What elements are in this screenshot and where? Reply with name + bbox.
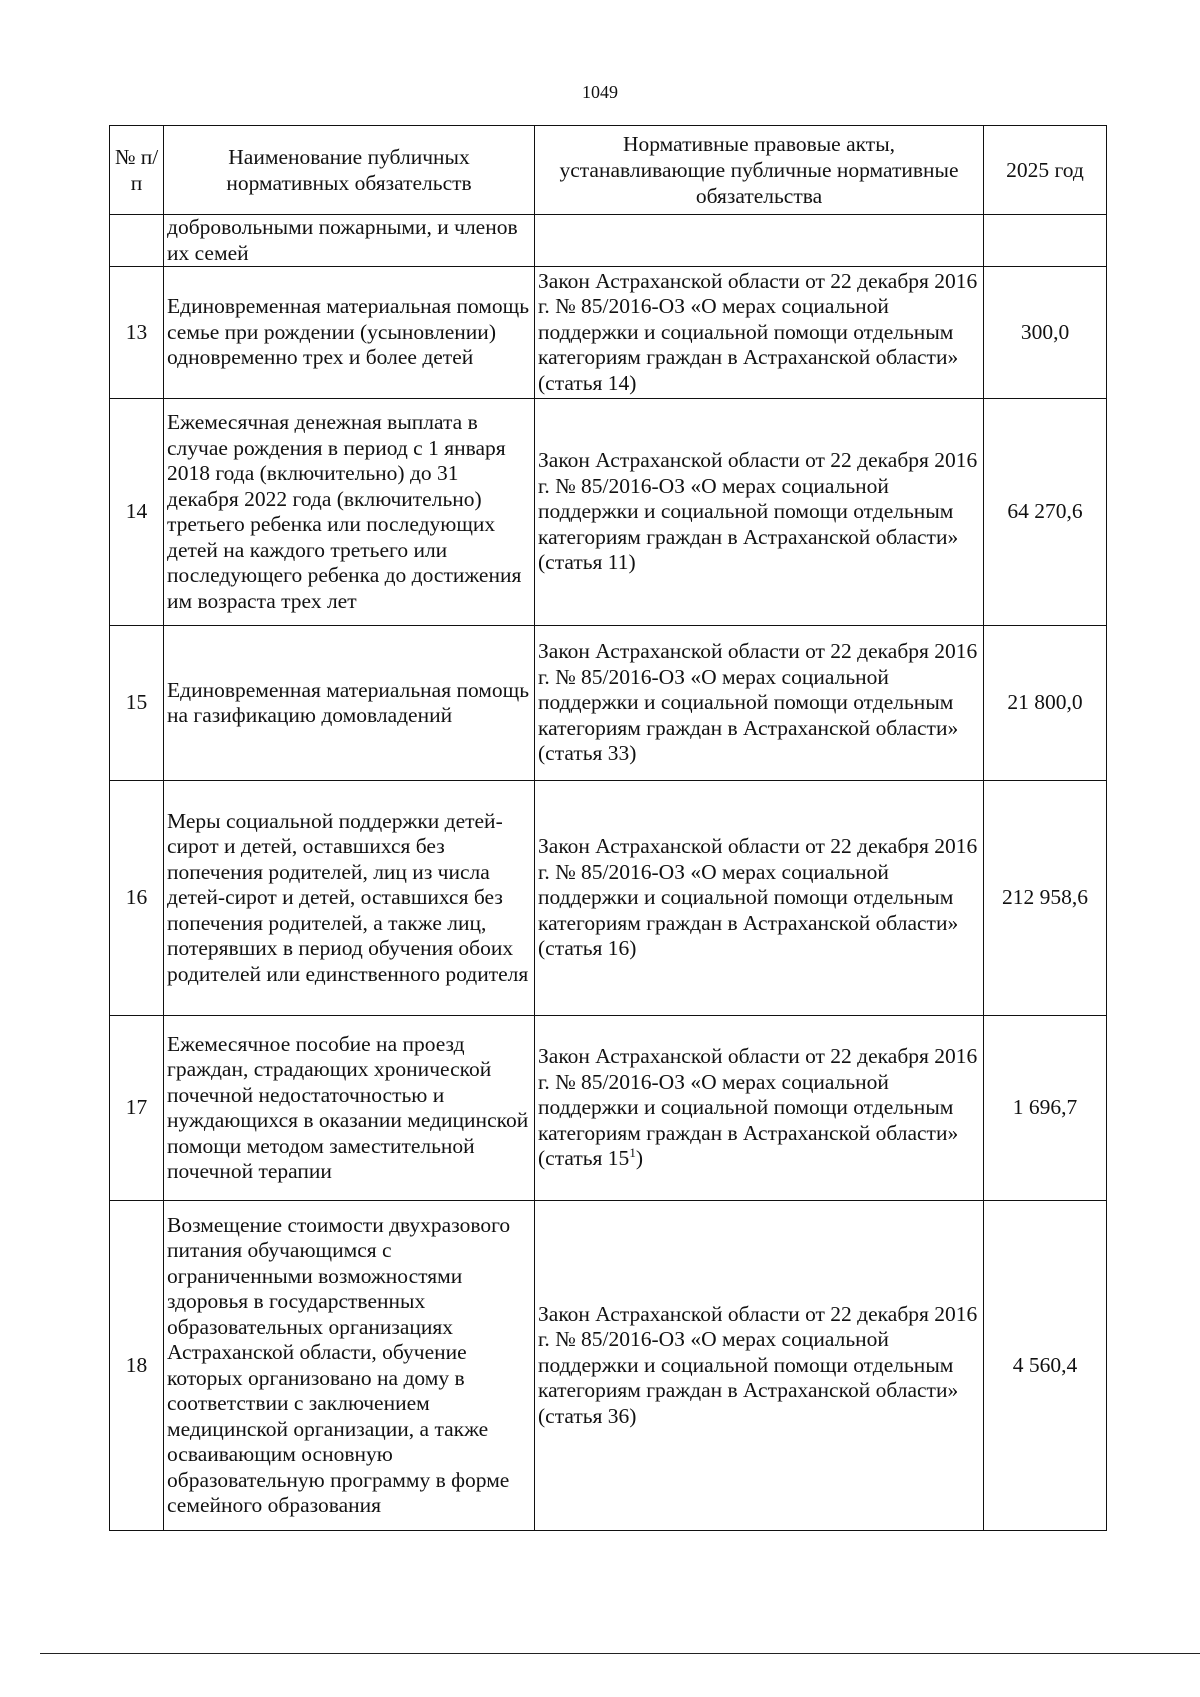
law-superscript: 1 bbox=[629, 1145, 636, 1161]
table-row-continuation bbox=[110, 215, 1107, 267]
header-name: Наименование публичных нормативных обязательств bbox=[164, 126, 535, 215]
cell-num: 15 bbox=[110, 626, 164, 781]
header-num: № п/п bbox=[110, 126, 164, 215]
cell-amount: 64 270,6 bbox=[984, 399, 1107, 626]
cell-name: Единовременная материальная помощь семье при рождении (усыновлении) одновременно трех и более детей bbox=[164, 267, 535, 399]
table-row bbox=[110, 267, 1107, 399]
cell-name: Единовременная материальная помощь на газификацию домовладений bbox=[164, 626, 535, 781]
cell-law: Закон Астраханской области от 22 декабря 2016 г. № 85/2016-ОЗ «О мерах социальной поддержки и социальной помощи отдельным категориям граждан в Астраханской области» (статья 16) bbox=[535, 781, 984, 1016]
page-number: 1049 bbox=[582, 82, 618, 102]
table-row bbox=[110, 399, 1107, 626]
cell-name: Ежемесячное пособие на проезд граждан, страдающих хронической почечной недостаточностью и нуждающихся в оказании медицинской помощи методом заместительной почечной терапии bbox=[164, 1016, 535, 1201]
cell-law: Закон Астраханской области от 22 декабря 2016 г. № 85/2016-ОЗ «О мерах социальной поддержки и социальной помощи отдельным категориям граждан в Астраханской области» (статья 14) bbox=[535, 267, 984, 399]
cell-name: Меры социальной поддержки детей-сирот и детей, оставшихся без попечения родителей, лиц из числа детей-сирот и детей, оставшихся без попечения родителей, а также лиц, потерявших в период обучения обоих родителей или единственного родителя bbox=[164, 781, 535, 1016]
header-law: Нормативные правовые акты, устанавливающие публичные нормативные обязательства bbox=[535, 126, 984, 215]
cell-name: Ежемесячная денежная выплата в случае рождения в период с 1 января 2018 года (включительно) до 31 декабря 2022 года (включительно) третьего ребенка или последующих детей на каждого третьего или последующего ребенка до достижения им возраста трех лет bbox=[164, 399, 535, 626]
cell-amount: 1 696,7 bbox=[984, 1016, 1107, 1201]
cell-num: 16 bbox=[110, 781, 164, 1016]
cell-num: 18 bbox=[110, 1201, 164, 1531]
cell-law: Закон Астраханской области от 22 декабря 2016 г. № 85/2016-ОЗ «О мерах социальной поддержки и социальной помощи отдельным категориям граждан в Астраханской области» (статья 33) bbox=[535, 626, 984, 781]
obligations-table bbox=[109, 125, 1107, 1531]
cell-num: 13 bbox=[110, 267, 164, 399]
table-row bbox=[110, 1201, 1107, 1531]
cell-law bbox=[535, 215, 984, 267]
page-bottom-rule bbox=[40, 1653, 1200, 1654]
cell-amount: 300,0 bbox=[984, 267, 1107, 399]
cell-num bbox=[110, 215, 164, 267]
table-row bbox=[110, 1016, 1107, 1201]
cell-law: Закон Астраханской области от 22 декабря 2016 г. № 85/2016-ОЗ «О мерах социальной поддержки и социальной помощи отдельным категориям граждан в Астраханской области» (статья 36) bbox=[535, 1201, 984, 1531]
law-text: Закон Астраханской области от 22 декабря 2016 г. № 85/2016-ОЗ «О мерах социальной поддержки и социальной помощи отдельным категориям граждан в Астраханской области» (статья 15 bbox=[538, 1044, 978, 1171]
cell-amount: 4 560,4 bbox=[984, 1201, 1107, 1531]
cell-amount bbox=[984, 215, 1107, 267]
cell-num: 14 bbox=[110, 399, 164, 626]
cell-name: добровольными пожарными, и членов их семей bbox=[164, 215, 535, 267]
table-row bbox=[110, 781, 1107, 1016]
table-row bbox=[110, 626, 1107, 781]
cell-law bbox=[535, 1016, 984, 1201]
law-tail: ) bbox=[635, 1146, 643, 1171]
cell-amount: 212 958,6 bbox=[984, 781, 1107, 1016]
table-header-row bbox=[110, 126, 1107, 215]
cell-num: 17 bbox=[110, 1016, 164, 1201]
cell-name: Возмещение стоимости двухразового питания обучающимся с ограниченными возможностями здоровья в государственных образовательных организациях Астраханской области, обучение которых организовано на дому в соответствии с заключением медицинской организации, а также осваивающим основную образовательную программу в форме семейного образования bbox=[164, 1201, 535, 1531]
cell-law: Закон Астраханской области от 22 декабря 2016 г. № 85/2016-ОЗ «О мерах социальной поддержки и социальной помощи отдельным категориям граждан в Астраханской области» (статья 11) bbox=[535, 399, 984, 626]
header-year: 2025 год bbox=[984, 126, 1107, 215]
cell-amount: 21 800,0 bbox=[984, 626, 1107, 781]
